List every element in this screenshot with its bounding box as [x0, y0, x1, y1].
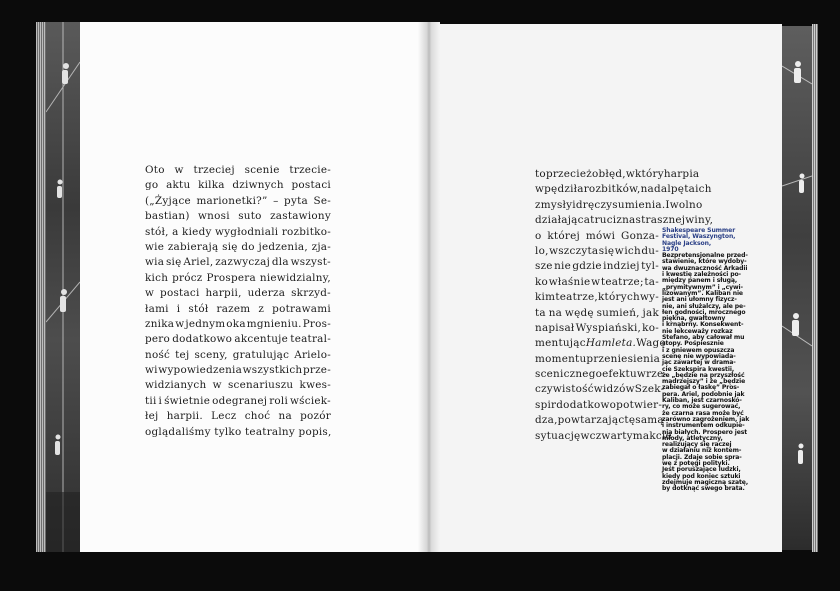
caption-body-line: zabiegał o łaskę” Pros-	[662, 384, 740, 392]
caption-body-line: stopy. Pośpiesznie	[662, 340, 724, 348]
caption-body-line: że czarna rasa może być	[662, 409, 744, 417]
caption-body-line: mądrzejszy” i że „będzie	[662, 378, 746, 386]
caption-body-line: cie Szekspira kwestii,	[662, 365, 735, 373]
right-page-line: o której mówi Gonza-	[535, 229, 659, 242]
right-page-line: momentu przeniesienia	[535, 352, 661, 365]
caption-body-line: w działaniu niż kontem-	[662, 447, 742, 455]
left-page-line: łej harpii. Lecz choć na pozór	[145, 410, 331, 423]
caption-body-line: nie lekceważy rozkaz	[662, 327, 733, 335]
left-page-line: stół, a kiedy wygłodniali rozbitko-	[145, 225, 331, 238]
left-page-line: go aktu kilka dziwnych postaci	[145, 179, 331, 192]
caption-body-line: młody, atletyczny,	[662, 434, 723, 442]
right-page-line: kim teatrze, który chwy-	[535, 291, 659, 304]
caption-body-line: placji. Zdaje sobie spra-	[662, 453, 742, 461]
caption-body-line: łen godności, mrocznego	[662, 308, 746, 316]
left-page-line: pero dodatkowo akcentuje teatral-	[145, 333, 331, 346]
right-page-line: dza, powtarzając tę samą	[535, 414, 664, 427]
book-gutter	[418, 22, 440, 552]
caption-body-line: wę z potęgi polityki.	[662, 459, 730, 467]
caption-body-line: Kaliban, jest czarnoskó-	[662, 397, 742, 405]
right-page-line: sytuację w czwartym akcie	[535, 429, 672, 442]
left-page-line: Oto w trzeciej scenie trzecie-	[145, 164, 331, 176]
left-page-line: wi wypowiedzenia wszystkich prze-	[145, 364, 331, 377]
left-page-line: w postaci harpii, uderza skrzyd-	[145, 287, 331, 300]
photo-strip-right	[782, 26, 812, 550]
left-page-line: widzianych w scenariuszu kwes-	[145, 379, 331, 392]
right-page-line: napisał Wyspiański, ko-	[535, 321, 659, 334]
right-page-line: scenicznego efektu w rze-	[535, 368, 668, 381]
right-page-line: ko właśnie w teatrze; ta-	[535, 275, 659, 288]
left-page-line: tii i świetnie odegranej roli wściek-	[145, 394, 331, 407]
caption-title-line: Festival, Waszyngton,	[662, 233, 736, 241]
caption-body-line: realizujący się raczej	[662, 441, 732, 449]
caption-body-line: ry, co może sugerować,	[662, 403, 741, 411]
page-edges-right	[812, 24, 818, 552]
right-page-wide-line: to przecież obłęd, w który harpia	[535, 168, 700, 180]
right-page-line: ta na wędę sumień, jak	[535, 306, 659, 319]
caption-body-line: i z gniewem opuszcza	[662, 346, 735, 354]
caption-body-line: między panem i sługą,	[662, 277, 738, 285]
page-edges-left	[36, 22, 46, 552]
caption-body-line: piękna, gwałtowny	[662, 315, 726, 323]
right-page-line: spir dodatkowo potwier-	[535, 398, 663, 411]
right-page-line: sze nie gdzie indziej tyl-	[535, 260, 659, 273]
caption-body-line: że „będzie na przyszłość	[662, 371, 745, 379]
left-page-line: wia się Ariel, zazwyczaj dla wszyst-	[145, 256, 331, 269]
caption-body-line: by dotknąć swego brata.	[662, 485, 745, 493]
caption-body-line: i instrumentem odkupie-	[662, 422, 745, 430]
caption-body-line: Jest poruszające ludzki,	[662, 466, 741, 474]
left-page-text	[145, 163, 331, 440]
left-page-line: łami i stół razem z potrawami	[145, 302, 331, 315]
caption-body-line: nia białych. Prospero jest	[662, 428, 748, 436]
left-page-line: wie zabierają się do jedzenia, zja-	[145, 240, 331, 253]
caption-body-line: Bezpretensjonalne przed-	[662, 252, 748, 260]
left-page-line: bastian) wnosi suto zastawiony	[145, 210, 331, 223]
caption-body-line: pera. Ariel, podobnie jak	[662, 390, 745, 398]
caption-title-line: Shakespeare Summer	[662, 227, 736, 234]
left-page-line: ność tej sceny, gratulując Arielo-	[145, 348, 331, 361]
caption-body-line: kiedy pod koniec sztuki	[662, 472, 741, 480]
caption-body-line: lizowanym”. Kaliban nie	[662, 289, 743, 297]
caption-body-line: zdejmuje magiczną szatę,	[662, 478, 749, 486]
left-page-line: znika w jednym oka mgnieniu. Pros-	[145, 317, 331, 330]
caption-body-line: „prymitywnym” i „cywi-	[662, 283, 743, 291]
right-page-wide-line: wpędziła rozbitków, nadal pęta ich	[535, 183, 712, 196]
caption-body-line: nie, ani służalczy, ale pe-	[662, 302, 746, 310]
caption-body-line: wa dwuznaczność Arkadii	[662, 264, 748, 272]
caption-body-line: jąc zawartej w drama-	[662, 359, 736, 367]
caption-body-line: i kwestię zależności po-	[662, 271, 741, 279]
caption-body-line: jest ani ułomny fizycz-	[662, 296, 737, 304]
right-page-line: czywistość widzów Szek-	[535, 383, 665, 396]
caption-title-line: Nagle Jackson,	[662, 239, 712, 247]
caption-body-line: scenę nie wypowiada-	[662, 352, 736, 360]
left-page-line: oglądaliśmy tylko teatralny popis,	[145, 425, 332, 438]
caption-body-line: Stefano, aby całował mu	[662, 334, 745, 342]
photo-caption	[662, 228, 756, 492]
left-page-line: kich prócz Prospera niewidzialny,	[145, 271, 331, 284]
left-page-line: („Żyjące marionetki?” – pyta Se-	[145, 194, 331, 207]
right-page-wide-line: zmysły i dręczy sumienia. I wolno	[535, 198, 703, 211]
photo-strip-left	[46, 22, 80, 552]
caption-body-line: i krnąbrny. Konsekwent-	[662, 321, 744, 329]
caption-body-line: stawienie, które wydoby-	[662, 258, 747, 266]
caption-body-line: zarówno zagrożeniem, jak	[662, 415, 750, 423]
right-page-line: lo, wszczyta się w ich du-	[535, 244, 659, 257]
right-page-wide-line: działająca trucizna strasznej winy,	[535, 214, 714, 227]
caption-title-line: 1970	[662, 245, 679, 253]
right-page-line: mentując Hamleta. Wagę	[535, 337, 666, 350]
